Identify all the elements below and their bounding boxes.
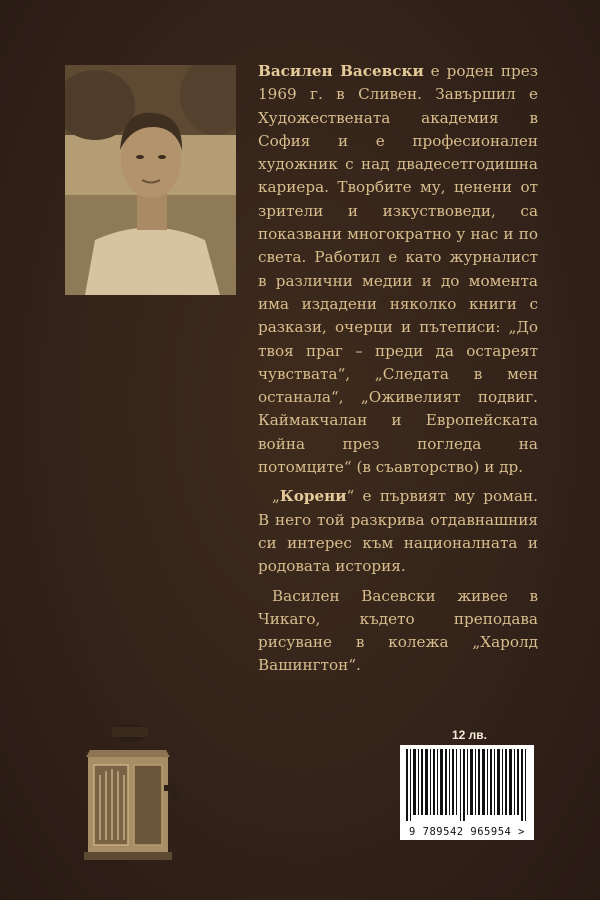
quote-open: „ [272, 487, 280, 506]
bio-paragraph-3 [258, 585, 538, 678]
isbn-number: 9 789542 965954 > [409, 826, 525, 838]
author-portrait-image [65, 65, 236, 295]
bio-paragraph-1-text: е роден през 1969 г. в Сливен. Завършил е Художествената академия в София и е професионален художник с над двадесетгодишна кариера. Творбите му, ценени от зрители и изкуствоведи, са показвани многократно у нас и по света. Работил е като журналист в различни медии и до момента има издадени няколко книги с разкази, очерци и пътеписи: „До твоя праг – преди да остареят чувствата“, „Следата в мен останала“, „Оживелият подвиг. Каймакчалан и Европейската война през погледа на потомците“ (в съавторство) и др. [258, 62, 538, 477]
author-bio [258, 60, 538, 684]
author-photo [65, 65, 236, 295]
price-label: 12 лв. [452, 728, 488, 742]
bio-paragraph-3-text: Василен Васевски живее в Чикаго, където преподава рисуване в колежа „Харолд Вашингтон“. [258, 586, 538, 675]
bio-paragraph-2 [258, 485, 538, 578]
bio-paragraph-2-text: “ е първият му роман. В него той разкрива отдавнашния си интерес към националната и родовата история. [258, 487, 538, 576]
barcode-bars [400, 745, 534, 825]
author-name: Василен Васевски [258, 62, 424, 80]
bio-paragraph-1 [258, 60, 538, 479]
isbn-barcode [400, 745, 534, 840]
barrel-organ-icon [78, 715, 178, 865]
barrel-organ-illustration [78, 715, 178, 865]
novel-title: Корени [279, 487, 347, 506]
